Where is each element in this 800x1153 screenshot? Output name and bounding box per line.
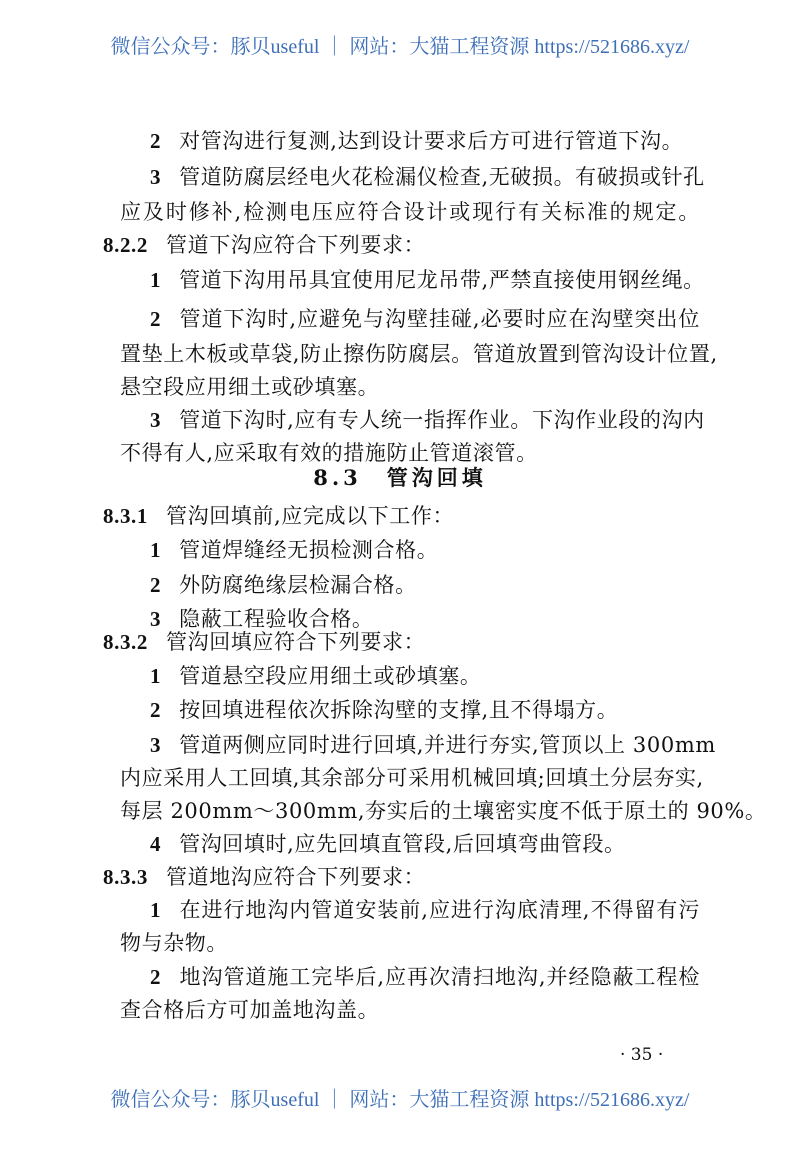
text-line [150, 663, 482, 689]
clause-text: 对管沟进行复测,达到设计要求后方可进行管道下沟。 [179, 129, 684, 153]
clause-number: 2 [150, 698, 162, 722]
clause-text: 管道焊缝经无损检测合格。 [179, 538, 439, 562]
clause-text: 管道两侧应同时进行回填,并进行夯实,管顶以上 300mm [179, 733, 716, 757]
clause-text: 地沟管道施工完毕后,应再次清扫地沟,并经隐蔽工程检 [179, 965, 700, 989]
watermark-footer: 微信公众号：豚贝useful ｜ 网站：大猫工程资源 https://521686.xyz/ [110, 1089, 690, 1111]
section-title: 8.3 管沟回填 [313, 465, 487, 490]
text-line [120, 374, 379, 400]
text-line [150, 537, 438, 563]
text-line [103, 629, 425, 655]
clause-number: 2 [150, 573, 162, 597]
clause-number: 2 [150, 307, 162, 331]
clause-number: 1 [150, 538, 162, 562]
clause-text: 外防腐绝缘层检漏合格。 [179, 573, 417, 597]
clause-number: 4 [150, 832, 162, 856]
clause-text: 按回填进程依次拆除沟壁的支撑,且不得塌方。 [179, 698, 619, 722]
clause-text: 物与杂物。 [120, 931, 228, 955]
clause-text: 悬空段应用细土或砂填塞。 [120, 375, 380, 399]
clause-number: 8.3.1 [103, 504, 148, 528]
clause-text: 管沟回填时,应先回填直管段,后回填弯曲管段。 [179, 832, 626, 856]
clause-text: 管沟回填前,应完成以下工作： [166, 504, 455, 528]
text-line [103, 864, 425, 890]
text-line [150, 164, 705, 190]
text-line [150, 572, 417, 598]
clause-text: 管道防腐层经电火花检漏仪检查,无破损。有破损或针孔 [179, 165, 705, 189]
clause-text: 管道下沟用吊具宜使用尼龙吊带,严禁直接使用钢丝绳。 [179, 268, 705, 292]
clause-number: 8.3.3 [103, 865, 148, 889]
clause-number: 3 [150, 408, 162, 432]
clause-number: 1 [150, 268, 162, 292]
text-line [120, 997, 379, 1023]
text-line [103, 503, 454, 529]
text-line [150, 964, 700, 990]
clause-number: 1 [150, 664, 162, 688]
clause-text: 不得有人,应采取有效的措施防止管道滚管。 [120, 441, 538, 465]
clause-text: 应及时修补,检测电压应符合设计或现行有关标准的规定。 [120, 200, 700, 224]
clause-text: 管道地沟应符合下列要求： [166, 865, 426, 889]
text-line [150, 306, 700, 332]
text-line [150, 897, 700, 923]
clause-number: 2 [150, 965, 162, 989]
clause-number: 3 [150, 165, 162, 189]
clause-text: 管道下沟时,应有专人统一指挥作业。下沟作业段的沟内 [179, 408, 705, 432]
clause-text: 查合格后方可加盖地沟盖。 [120, 998, 380, 1022]
clause-text: 管沟回填应符合下列要求： [166, 630, 426, 654]
clause-number: 3 [150, 733, 162, 757]
clause-text: 管道下沟应符合下列要求： [166, 233, 426, 257]
text-line [150, 128, 683, 154]
clause-number: 8.2.2 [103, 233, 148, 257]
text-line [150, 831, 626, 857]
clause-text: 在进行地沟内管道安装前,应进行沟底清理,不得留有污 [179, 898, 700, 922]
clause-text: 每层 200mm～300mm,夯实后的土壤密实度不低于原土的 90%。 [120, 799, 767, 823]
watermark-header: 微信公众号：豚贝useful ｜ 网站：大猫工程资源 https://521686.xyz/ [110, 36, 690, 58]
text-line [120, 765, 704, 791]
clause-text: 内应采用人工回填,其余部分可采用机械回填;回填土分层夯实, [120, 766, 704, 790]
clause-text: 隐蔽工程验收合格。 [179, 607, 374, 631]
clause-number: 1 [150, 898, 162, 922]
clause-number: 8.3.2 [103, 630, 148, 654]
text-line [120, 341, 718, 367]
clause-text: 管道下沟时,应避免与沟壁挂碰,必要时应在沟壁突出位 [179, 307, 700, 331]
text-line [150, 732, 716, 758]
clause-number: 2 [150, 129, 162, 153]
page-number: · 35 · [620, 1045, 664, 1065]
text-line [150, 697, 618, 723]
clause-text: 管道悬空段应用细土或砂填塞。 [179, 664, 482, 688]
clause-text: 置垫上木板或草袋,防止擦伤防腐层。管道放置到管沟设计位置, [120, 342, 718, 366]
text-line [103, 232, 425, 258]
text-line [120, 930, 228, 956]
text-line [120, 798, 767, 824]
clause-number: 3 [150, 607, 162, 631]
text-line [150, 407, 705, 433]
text-line [150, 267, 705, 293]
text-line [120, 199, 700, 225]
